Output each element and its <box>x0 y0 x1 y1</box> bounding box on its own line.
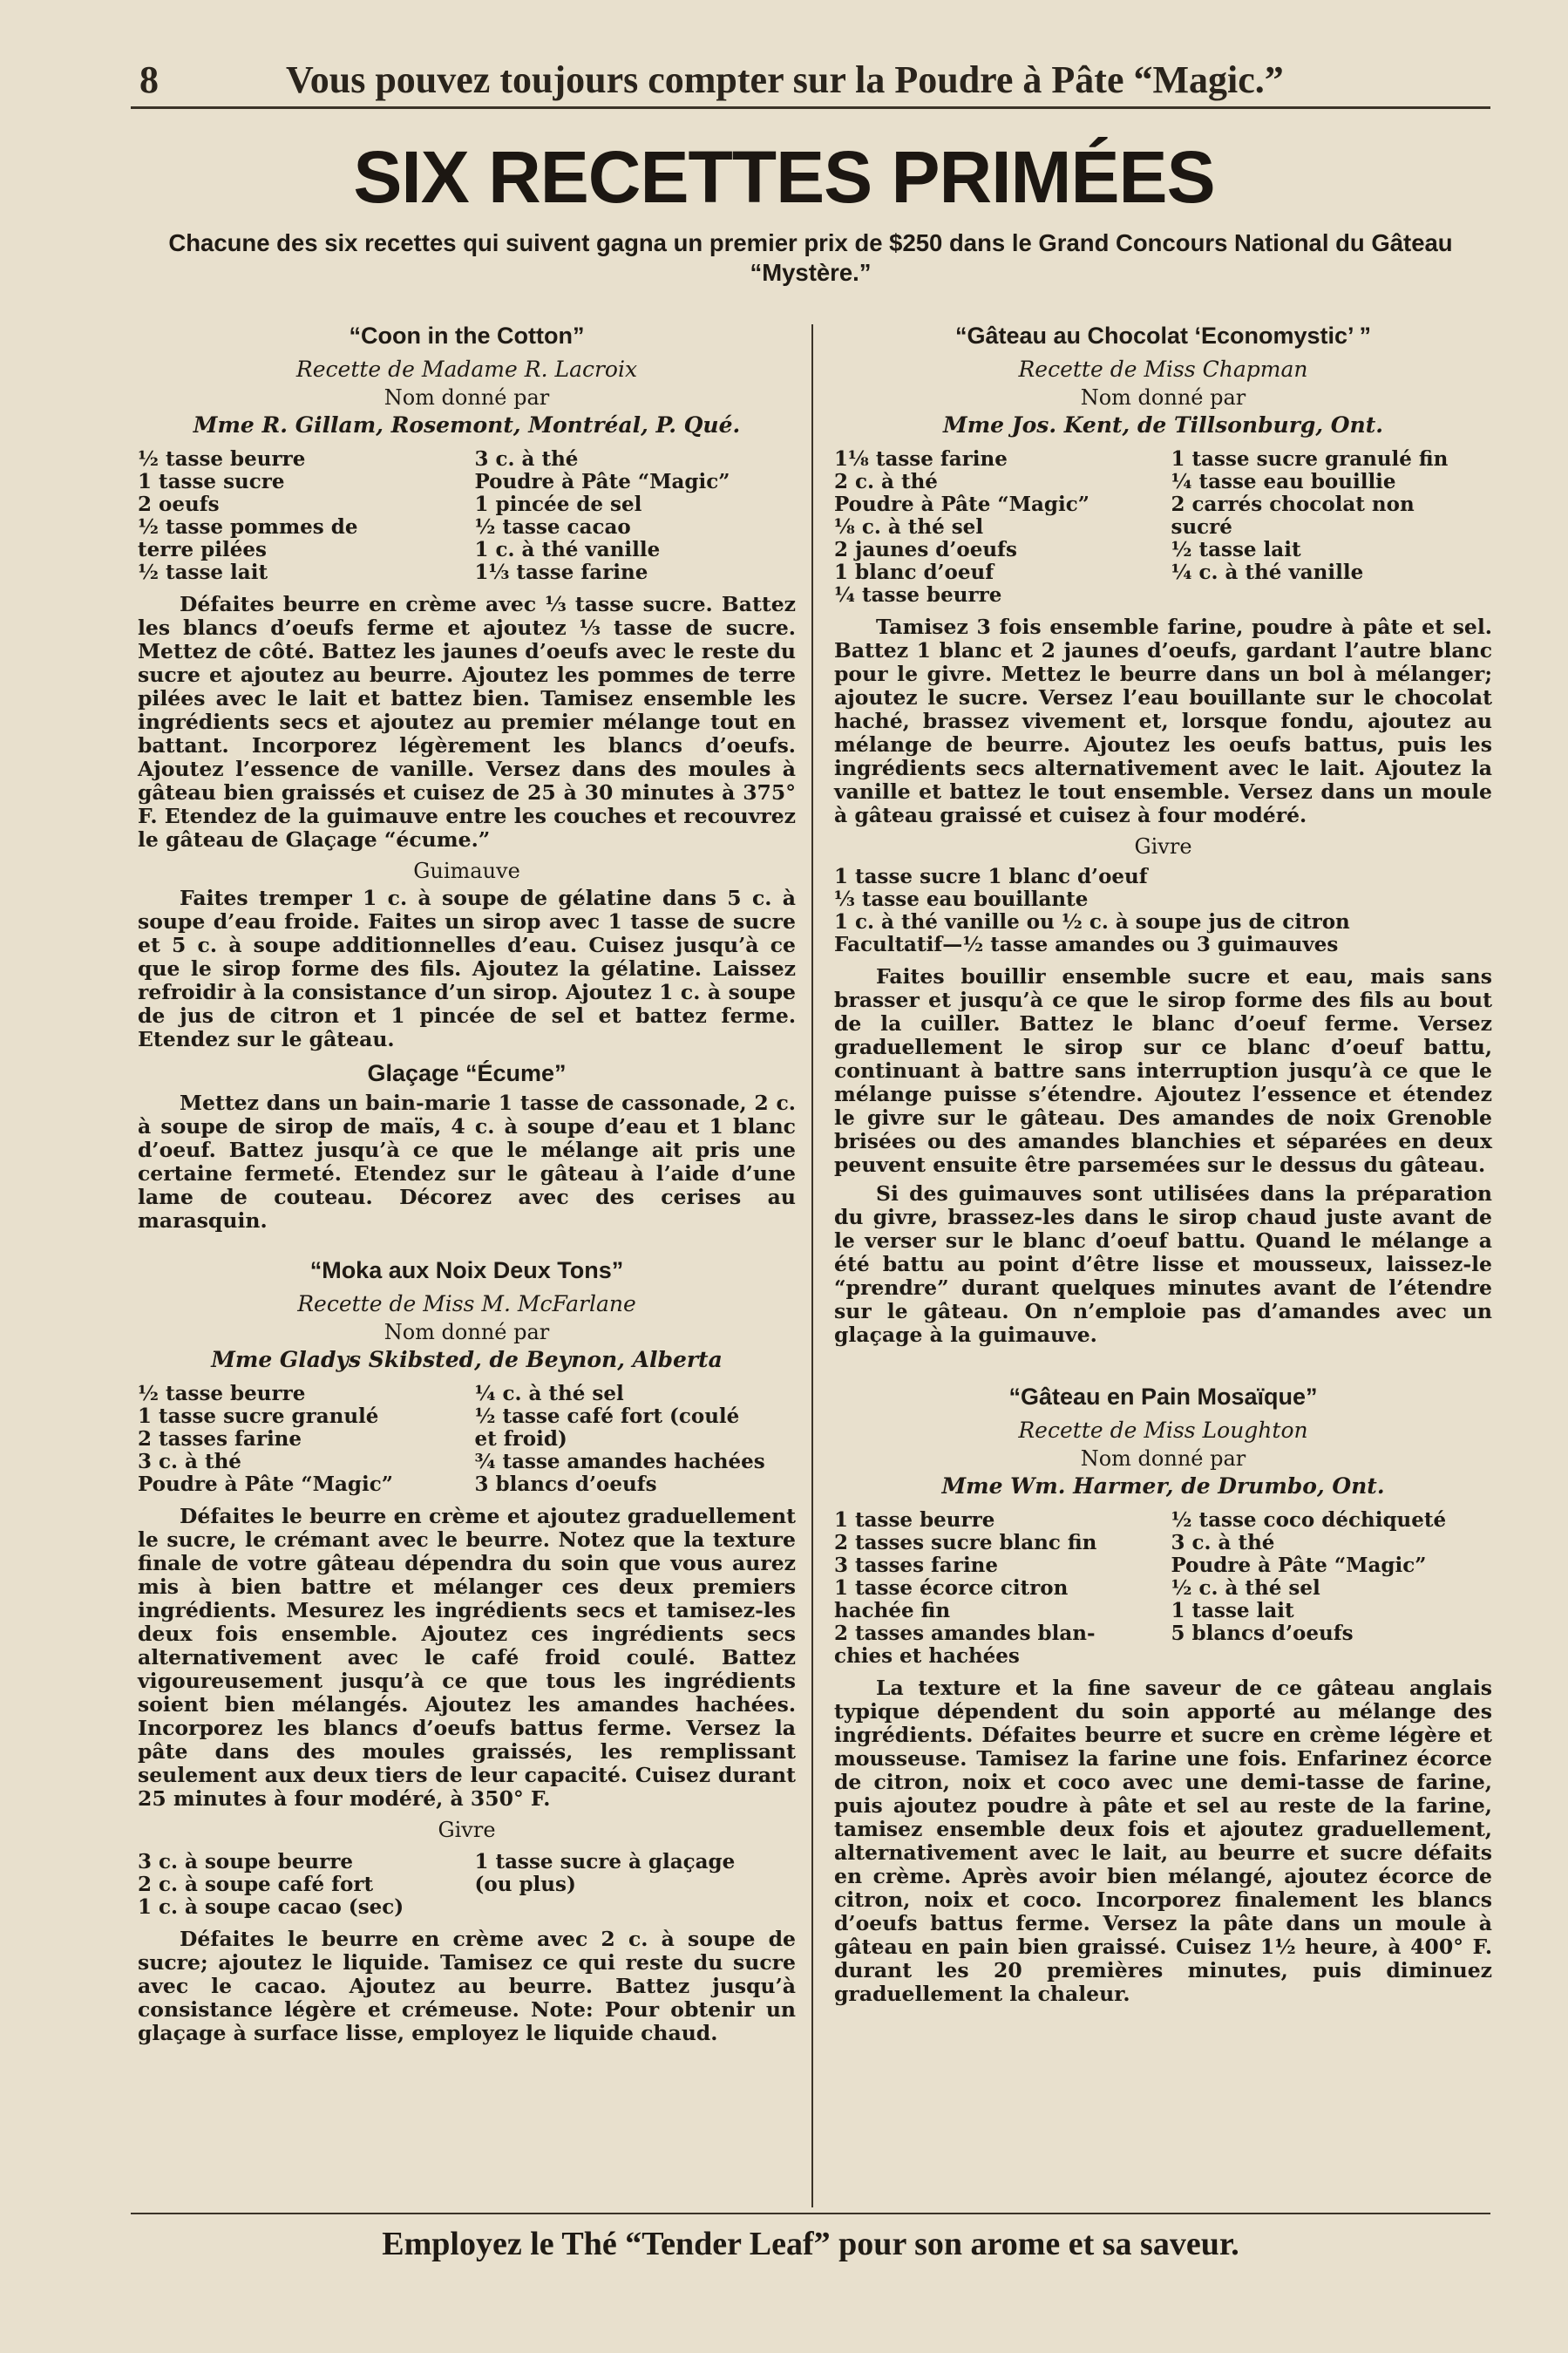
ingredients-left: ½ tasse beurre 1 tasse sucre granulé 2 tasses farine 3 c. à thé Poudre à Pâte “Magic” <box>138 1382 393 1496</box>
footer-rule <box>131 2213 1490 2214</box>
name-giver: Mme Gladys Skibsted, de Beynon, Alberta <box>211 1347 723 1372</box>
method: Défaites le beurre en crème et ajoutez graduellement le sucre, le crémant avec le beurre. Notez que la texture finale de votre gâteau dépendra du soin que vous aurez mis à bien battre et mélanger ces deux premiers ingrédients. Mesurez les ingrédients secs et tamisez-les deux fois ensemble. Ajoutez ces ingrédients secs alternativement avec le café froid coulé. Battez vigoureusement jusqu’à ce que tous les ingrédients soient bien mélangés. Ajoutez les amandes hachées. Incorporez les blancs d’oeufs battus ferme. Versez la pâte dans des moules graissés, les remplissant seulement aux deux tiers de leur capacité. Cuisez durant 25 minutes à four modéré, à 350° F. <box>138 1504 796 1811</box>
running-footer: Employez le Thé “Tender Leaf” pour son arome et sa saveur. <box>382 2226 1239 2262</box>
ingredients-right: ¼ c. à thé sel ½ tasse café fort (coulé et froid) ¾ tasse amandes hachées 3 blancs d’oeufs <box>474 1382 765 1496</box>
ingredients-left: 1 tasse beurre 2 tasses sucre blanc fin 3 tasses farine 1 tasse écorce citron hachée fin 2 tasses amandes blan- chies et hachées <box>834 1508 1097 1668</box>
sub-recipe-method: Défaites le beurre en crème avec 2 c. à soupe de sucre; ajoutez le liquide. Tamisez ce qui reste du sucre avec le cacao. Ajoutez au beurre. Battez jusqu’à consistance légère et crémeuse. Note: Pour obtenir un glaçage à surface lisse, employez le liquide chaud. <box>138 1927 796 2045</box>
recipe-title: “Gâteau en Pain Mosaïque” <box>1008 1384 1318 1410</box>
ingredients <box>834 1509 1492 1668</box>
sub-recipe-note: Si des guimauves sont utilisées dans la préparation du givre, brassez-les dans le sirop chaud juste avant de le verser sur le blanc d’oeuf battu. Quand le mélange a été battu au point d’être lisse et mousseux, laissez-le “prendre” durant quelques minutes avant de l’étendre sur le gâteau. On n’emploie pas d’amandes avec un glaçage à la guimauve. <box>834 1181 1492 1347</box>
ingredients-right: 3 c. à thé Poudre à Pâte “Magic” 1 pincée de sel ½ tasse cacao 1 c. à thé vanille 1⅓ tasse farine <box>474 447 730 584</box>
ingredients-left: ½ tasse beurre 1 tasse sucre 2 oeufs ½ tasse pommes de terre pilées ½ tasse lait <box>138 447 358 584</box>
column-divider <box>811 324 813 2207</box>
sub-recipe-method: Mettez dans un bain-marie 1 tasse de cassonade, 2 c. à soupe de sirop de maïs, 4 c. à soupe d’eau et 1 blanc d’oeuf. Battez jusqu’à ce que le mélange ait pris une certaine fermeté. Etendez sur le gâteau à l’aide d’une lame de couteau. Décorez avec des cerises au marasquin. <box>138 1091 796 1233</box>
ingredients-left: 1⅛ tasse farine 2 c. à thé Poudre à Pâte “Magic” ⅛ c. à thé sel 2 jaunes d’oeufs 1 blanc d’oeuf ¼ tasse beurre <box>834 447 1089 607</box>
recipe-byline: Recette de Madame R. Lacroix <box>295 357 638 382</box>
sub-ingredients: 1 tasse sucre 1 blanc d’oeuf ⅓ tasse eau bouillante 1 c. à thé vanille ou ½ c. à soupe jus de citron Facultatif—½ tasse amandes ou 3 guimauves <box>834 865 1350 956</box>
running-header <box>131 54 1490 103</box>
ingredients <box>138 448 796 584</box>
sub-recipe-title: Guimauve <box>413 859 520 883</box>
method: Tamisez 3 fois ensemble farine, poudre à pâte et sel. Battez 1 blanc et 2 jaunes d’oeufs, gardant l’autre blanc pour le givre. Mettez le beurre dans un bol à mélanger; ajoutez le sucre. Versez l’eau bouillante sur le chocolat haché, brassez vivement et, lorsque fondu, ajoutez au mélange de beurre. Ajoutez les oeufs battus, puis les ingrédients secs alternativement avec le lait. Ajoutez la vanille et battez le tout ensemble. Versez dans un moule à gâteau graissé et cuisez à four modéré. <box>834 615 1492 827</box>
sub-recipe-title: Glaçage “Écume” <box>367 1060 567 1086</box>
method: La texture et la fine saveur de ce gâteau anglais typique dépendent du soin apporté au mélange des ingrédients. Défaites beurre et sucre en crème légère et mousseuse. Tamisez la farine une fois. Enfarinez écorce de citron, noix et coco avec une demi-tasse de farine, puis ajoutez poudre à pâte et sel au reste de la farine, tamisez ensemble deux fois et ajoutez graduellement, alternativement avec le lait, au beurre et sucre défaits en crème. Après avoir bien mélangé, ajoutez écorce de citron, noix et coco. Incorporez finalement les blancs d’oeufs battus ferme. Versez la pâte dans un moule à gâteau en pain bien graissé. Cuisez 1½ heure, à 400° F. durant les 20 premières minutes, puis diminuez graduellement la chaleur. <box>834 1676 1492 2006</box>
sub-recipe-method: Faites tremper 1 c. à soupe de gélatine dans 5 c. à soupe d’eau froide. Faites un sirop avec 1 tasse de sucre et 5 c. à soupe additionnelles d’eau. Cuisez jusqu’à ce que le sirop forme des fils. Ajoutez la gélatine. Laissez refroidir à la consistance d’un sirop. Ajoutez 1 c. à soupe de jus de citron et 1 pincée de sel et battez ferme. Etendez sur le gâteau. <box>138 886 796 1051</box>
recipe-title: “Moka aux Noix Deux Tons” <box>309 1257 624 1283</box>
named-by: Nom donné par <box>1080 385 1246 410</box>
name-giver: Mme Wm. Harmer, de Drumbo, Ont. <box>941 1473 1385 1499</box>
named-by: Nom donné par <box>1080 1446 1246 1471</box>
sub-recipe-title: Givre <box>1134 834 1192 859</box>
recipe-gateau-au-chocolat <box>834 321 1492 1347</box>
header-rule <box>131 106 1490 109</box>
method: Défaites beurre en crème avec ⅓ tasse sucre. Battez les blancs d’oeufs ferme et ajoutez ⅓ tasse de sucre. Mettez de côté. Battez les jaunes d’oeufs avec le reste du sucre et ajoutez au beurre. Ajoutez les pommes de terre pilées avec le lait et battez bien. Tamisez ensemble les ingrédients secs et ajoutez au premier mélange tout en battant. Incorporez légèrement les blancs d’oeufs. Ajoutez l’essence de vanille. Versez dans des moules à gâteau bien graissés et cuisez de 25 à 30 minutes à 375° F. Etendez de la guimauve entre les couches et recouvrez le gâteau de Glaçage “écume.” <box>138 592 796 852</box>
header-text: Vous pouvez toujours compter sur la Poudre à Pâte “Magic.” <box>286 58 1284 101</box>
recipe-byline: Recette de Miss Chapman <box>1018 357 1308 382</box>
recipe-gateau-en-pain-mosaique <box>834 1382 1492 2006</box>
sub-ingredients-left: 3 c. à soupe beurre 2 c. à soupe café fort 1 c. à soupe cacao (sec) <box>138 1850 404 1919</box>
ingredients-right: ½ tasse coco déchiqueté 3 c. à thé Poudre à Pâte “Magic” ½ c. à thé sel 1 tasse lait 5 blancs d’oeufs <box>1171 1508 1447 1645</box>
sub-recipe-title: Givre <box>438 1818 496 1842</box>
name-giver: Mme R. Gillam, Rosemont, Montréal, P. Qué. <box>193 412 741 438</box>
ingredients <box>834 448 1492 607</box>
recipe-title: “Gâteau au Chocolat ‘Economystic’ ” <box>954 323 1372 349</box>
sub-ingredients-right: 1 tasse sucre à glaçage (ou plus) <box>474 1850 736 1896</box>
ingredients-right: 1 tasse sucre granulé fin ¼ tasse eau bouillie 2 carrés chocolat non sucré ½ tasse lait ¼ c. à thé vanille <box>1171 447 1449 584</box>
recipe-coon-in-the-cotton <box>138 321 796 1233</box>
name-giver: Mme Jos. Kent, de Tillsonburg, Ont. <box>943 412 1383 438</box>
named-by: Nom donné par <box>384 1320 550 1344</box>
recipe-moka-aux-noix <box>138 1255 796 2045</box>
right-column <box>834 321 1492 2011</box>
page-number: 8 <box>139 58 159 101</box>
spacer <box>138 1238 796 1255</box>
left-column <box>138 321 796 2050</box>
recipe-title: “Coon in the Cotton” <box>349 323 585 349</box>
recipe-byline: Recette de Miss M. McFarlane <box>297 1291 636 1316</box>
sub-recipe-method: Faites bouillir ensemble sucre et eau, mais sans brasser et jusqu’à ce que le sirop forme des fils au bout de la cuiller. Battez le blanc d’oeuf ferme. Versez graduellement le sirop sur ce blanc d’oeuf battu, continuant à battre sans interruption jusqu’à ce que le mélange puisse s’étendre. Ajoutez l’essence et étendez le givre sur le gâteau. Des amandes de noix Grenoble brisées ou des amandes blanchies et séparées en deux peuvent ensuite être parsemées sur le dessus du gâteau. <box>834 964 1492 1177</box>
sub-ingredients <box>138 1851 796 1919</box>
named-by: Nom donné par <box>384 385 550 410</box>
ingredients <box>138 1383 796 1496</box>
page-title: SIX RECETTES PRIMÉES <box>353 136 1215 218</box>
spacer <box>834 1352 1492 1382</box>
page-subtitle: Chacune des six recettes qui suivent gagna un premier prix de $250 dans le Grand Concours National du Gâteau “Mystère.” <box>168 229 1453 286</box>
recipe-byline: Recette de Miss Loughton <box>1018 1418 1308 1443</box>
